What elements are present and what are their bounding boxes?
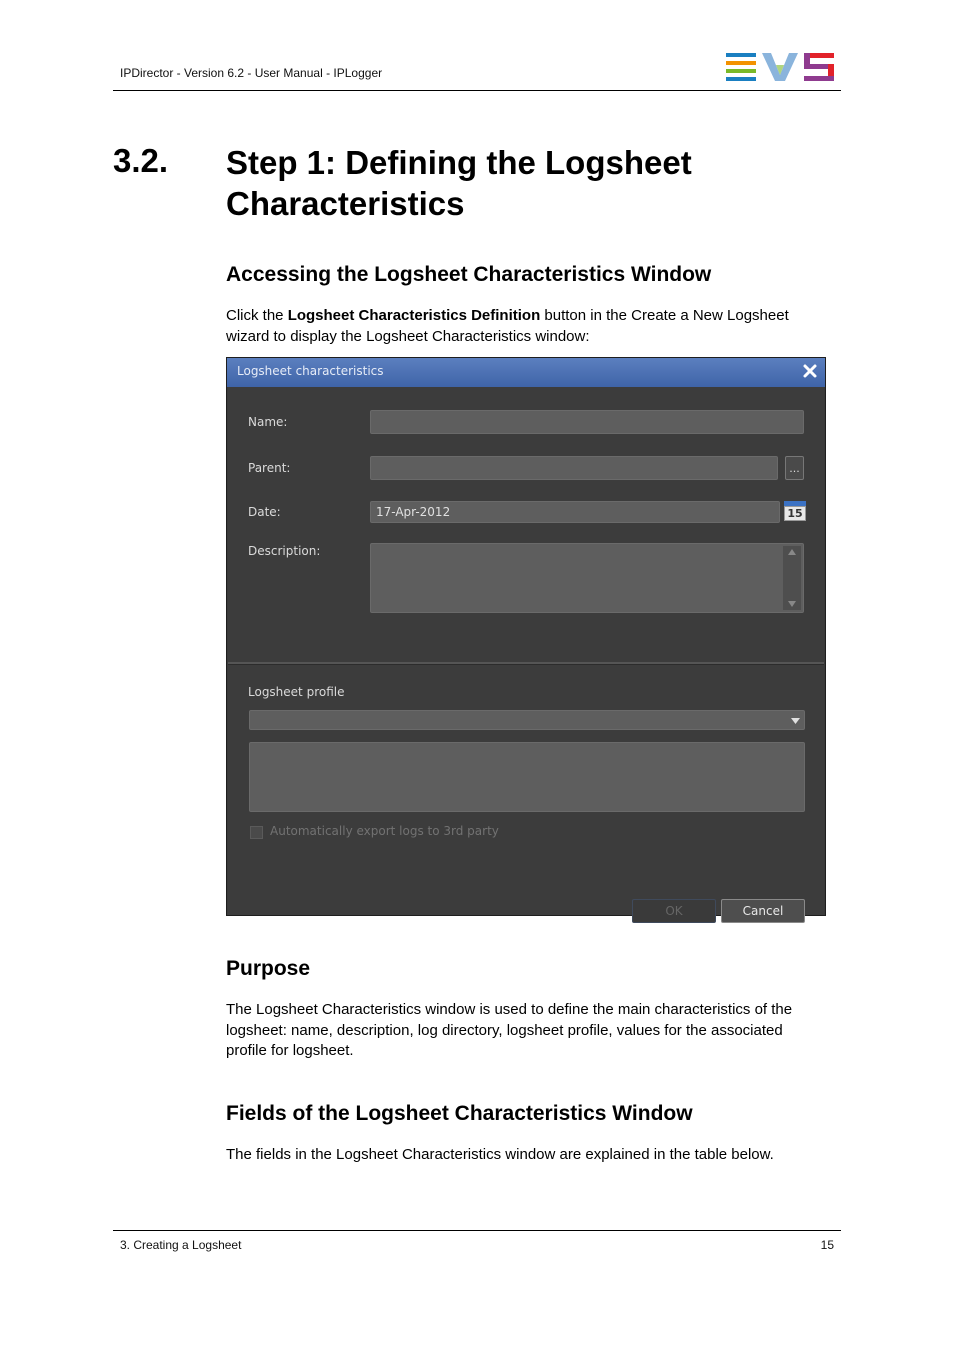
purpose-heading: Purpose	[226, 957, 311, 980]
close-icon[interactable]	[801, 362, 819, 380]
description-scrollbar[interactable]	[783, 546, 801, 610]
dialog-body	[228, 387, 824, 918]
scroll-up-icon[interactable]	[788, 549, 796, 555]
dialog-title: Logsheet characteristics	[237, 364, 384, 378]
description-label: Description:	[248, 544, 321, 558]
header-text: IPDirector - Version 6.2 - User Manual - IPLogger	[120, 66, 383, 80]
section-title: Step 1: Defining the Logsheet Characteristics	[226, 144, 692, 222]
description-field[interactable]	[370, 543, 804, 613]
logsheet-profile-label: Logsheet profile	[248, 685, 345, 699]
header-rule	[113, 90, 841, 91]
accessing-text-before: Click the	[226, 307, 288, 324]
name-label: Name:	[248, 415, 288, 429]
scroll-down-icon[interactable]	[788, 601, 796, 607]
chevron-down-icon	[791, 718, 800, 724]
section-number: 3.2.	[113, 142, 169, 179]
date-value: 17-Apr-2012	[376, 505, 451, 519]
dialog-divider	[228, 662, 824, 665]
footer-rule	[113, 1230, 841, 1231]
dialog-titlebar	[227, 358, 825, 387]
accessing-bold-button-name: Logsheet Characteristics Definition	[287, 307, 541, 324]
date-field[interactable]	[370, 501, 780, 523]
parent-browse-button[interactable]: ...	[785, 456, 804, 480]
page-number: 15	[820, 1238, 834, 1252]
export-checkbox-label: Automatically export logs to 3rd party	[270, 824, 499, 838]
footer-chapter: 3. Creating a Logsheet	[120, 1238, 242, 1252]
accessing-paragraph	[226, 306, 822, 347]
logsheet-characteristics-dialog	[226, 357, 826, 916]
cancel-button[interactable]: Cancel	[721, 899, 805, 923]
purpose-paragraph: The Logsheet Characteristics window is used to define the main characteristics of the logsheet: name, description, log directory, logsheet profile, values for the associated profile for logsheet.	[226, 1001, 793, 1059]
accessing-heading: Accessing the Logsheet Characteristics Window	[226, 263, 712, 286]
profile-values-area[interactable]	[249, 742, 805, 812]
fields-paragraph: The fields in the Logsheet Characteristics window are explained in the table below.	[226, 1146, 774, 1163]
name-field[interactable]	[370, 410, 804, 434]
ok-button[interactable]: OK	[632, 899, 716, 923]
fields-heading: Fields of the Logsheet Characteristics Window	[226, 1102, 693, 1125]
date-label: Date:	[248, 505, 281, 519]
parent-label: Parent:	[248, 461, 291, 475]
calendar-day: 15	[784, 506, 806, 521]
logsheet-profile-dropdown[interactable]	[249, 710, 805, 730]
export-checkbox[interactable]	[250, 826, 263, 839]
calendar-icon[interactable]	[784, 501, 806, 521]
evs-logo	[726, 53, 834, 81]
accessing-text-after: button in the Create a New Logsheet wizard to display the Logsheet Characteristics window:	[226, 307, 789, 345]
parent-field[interactable]	[370, 456, 778, 480]
